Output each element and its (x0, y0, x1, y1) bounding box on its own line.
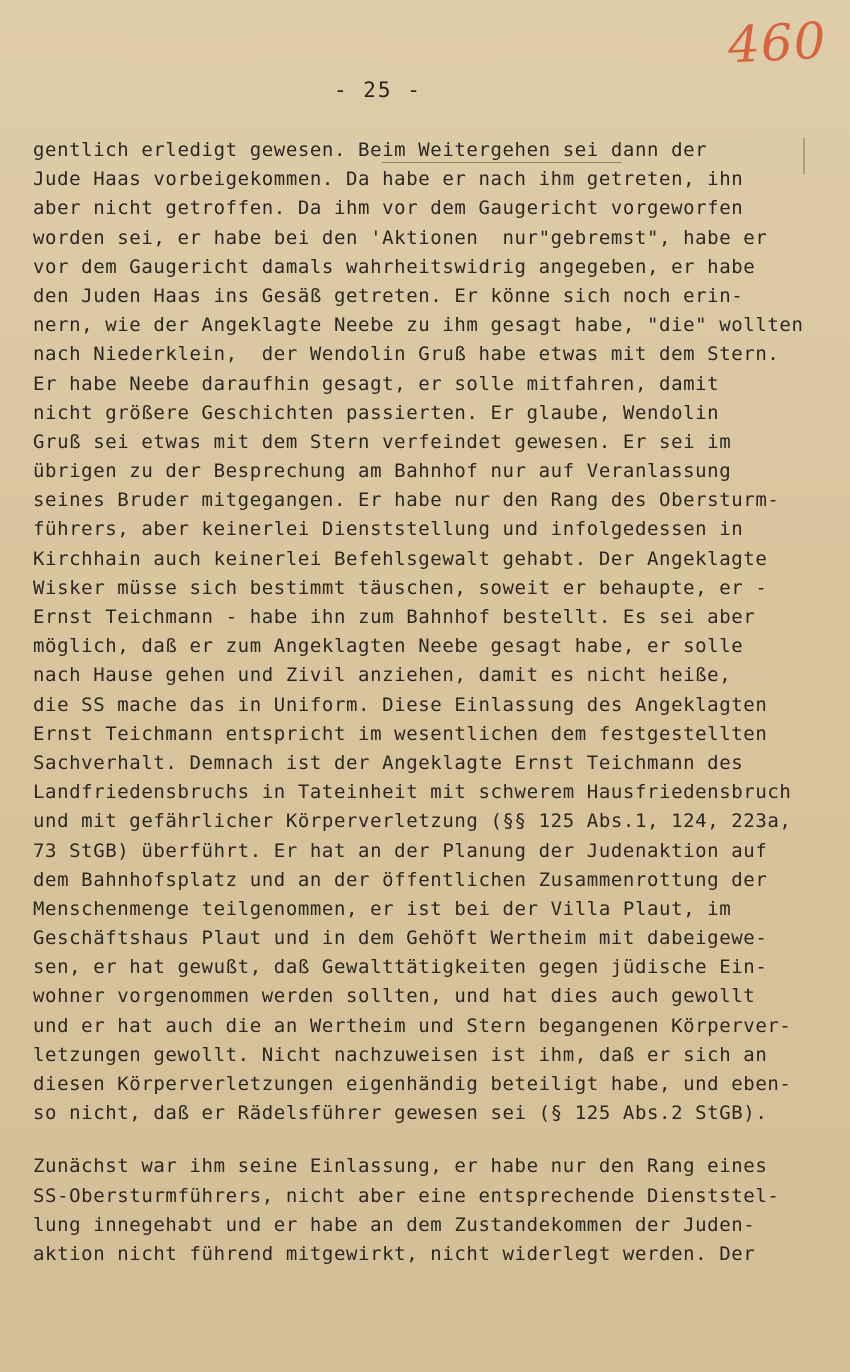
text-line: Kirchhain auch keinerlei Befehlsgewalt gehabt. Der Angeklagte (33, 547, 768, 570)
text-line: Gruß sei etwas mit dem Stern verfeindet gewesen. Er sei im (33, 430, 732, 453)
text-line: sen, er hat gewußt, daß Gewalttätigkeiten gegen jüdische Ein- (33, 956, 768, 979)
text-line: Wisker müsse sich bestimmt täuschen, soweit er behaupte, er - (33, 576, 768, 599)
text-line: so nicht, daß er Rädelsführer gewesen sei (§ 125 Abs.2 StGB). (33, 1102, 768, 1125)
text-line: Geschäftshaus Plaut und in dem Gehöft Wertheim mit dabeigewe- (33, 927, 768, 950)
text-line: und er hat auch die an Wertheim und Stern begangenen Körperver- (33, 1014, 792, 1037)
text-line: worden sei, er habe bei den 'Aktionen nur"gebremst", habe er (33, 226, 768, 249)
text-line: seines Bruder mitgegangen. Er habe nur den Rang des Obersturm- (33, 489, 780, 512)
text-line: wohner vorgenommen werden sollten, und hat dies auch gewollt (33, 985, 756, 1008)
text-line: Zunächst war ihm seine Einlassung, er habe nur den Rang eines (33, 1155, 768, 1178)
text-line: nach Hause gehen und Zivil anziehen, damit es nicht heiße, (33, 664, 732, 687)
text-line: Landfriedensbruchs in Tateinheit mit schwerem Hausfriedensbruch (33, 781, 792, 804)
text-line: Sachverhalt. Demnach ist der Angeklagte Ernst Teichmann des (33, 751, 744, 774)
text-line: übrigen zu der Besprechung am Bahnhof nur auf Veranlassung (33, 460, 732, 483)
text-line: Menschenmenge teilgenommen, er ist bei der Villa Plaut, im (33, 897, 732, 920)
text-line: aber nicht getroffen. Da ihm vor dem Gaugericht vorgeworfen (33, 197, 744, 220)
paragraph-gap (33, 1128, 813, 1152)
text-line: SS-Obersturmführers, nicht aber eine entsprechende Dienststel- (33, 1184, 780, 1207)
text-line: und mit gefährlicher Körperverletzung (§§ 125 Abs.1, 124, 223a, (33, 810, 792, 833)
text-line: den Juden Haas ins Gesäß getreten. Er könne sich noch erin- (33, 284, 744, 307)
text-line: diesen Körperverletzungen eigenhändig beteiligt habe, und eben- (33, 1073, 792, 1095)
text-line: führers, aber keinerlei Dienststellung und infolgedessen in (33, 518, 744, 541)
text-line: Jude Haas vorbeigekommen. Da habe er nach ihm getreten, ihn (33, 168, 744, 191)
text-line: möglich, daß er zum Angeklagten Neebe gesagt habe, er solle (33, 635, 744, 658)
text-line: 73 StGB) überführt. Er hat an der Planung der Judenaktion auf (33, 839, 768, 862)
archive-number-stamp: 460 (726, 11, 828, 75)
text-line: nach Niederklein, der Wendolin Gruß habe etwas mit dem Stern. (33, 343, 780, 366)
text-line: Ernst Teichmann entspricht im wesentlichen dem festgestellten (33, 722, 768, 745)
page-number: - 25 - (334, 78, 422, 102)
text-line: Ernst Teichmann - habe ihn zum Bahnhof bestellt. Es sei aber (33, 606, 756, 628)
text-line: dem Bahnhofsplatz und an der öffentlichen Zusammenrottung der (33, 868, 768, 891)
text-line: aktion nicht führend mitgewirkt, nicht widerlegt werden. Der (33, 1242, 756, 1265)
text-line: Er habe Neebe daraufhin gesagt, er solle mitfahren, damit (33, 372, 720, 395)
text-line: lung innegehabt und er habe an dem Zustandekommen der Juden- (33, 1213, 756, 1236)
text-line: nicht größere Geschichten passierten. Er glaube, Wendolin (33, 401, 720, 424)
text-line: nern, wie der Angeklagte Neebe zu ihm gesagt habe, "die" wollten (33, 314, 804, 337)
text-line: letzungen gewollt. Nicht nachzuweisen ist ihm, daß er sich an (33, 1043, 768, 1066)
text-line: gentlich erledigt gewesen. Beim Weitergehen sei dann der (33, 139, 708, 161)
text-line: vor dem Gaugericht damals wahrheitswidrig angegeben, er habe (33, 255, 756, 278)
text-line: die SS mache das in Uniform. Diese Einlassung des Angeklagten (33, 693, 768, 716)
body-text (33, 136, 813, 1269)
